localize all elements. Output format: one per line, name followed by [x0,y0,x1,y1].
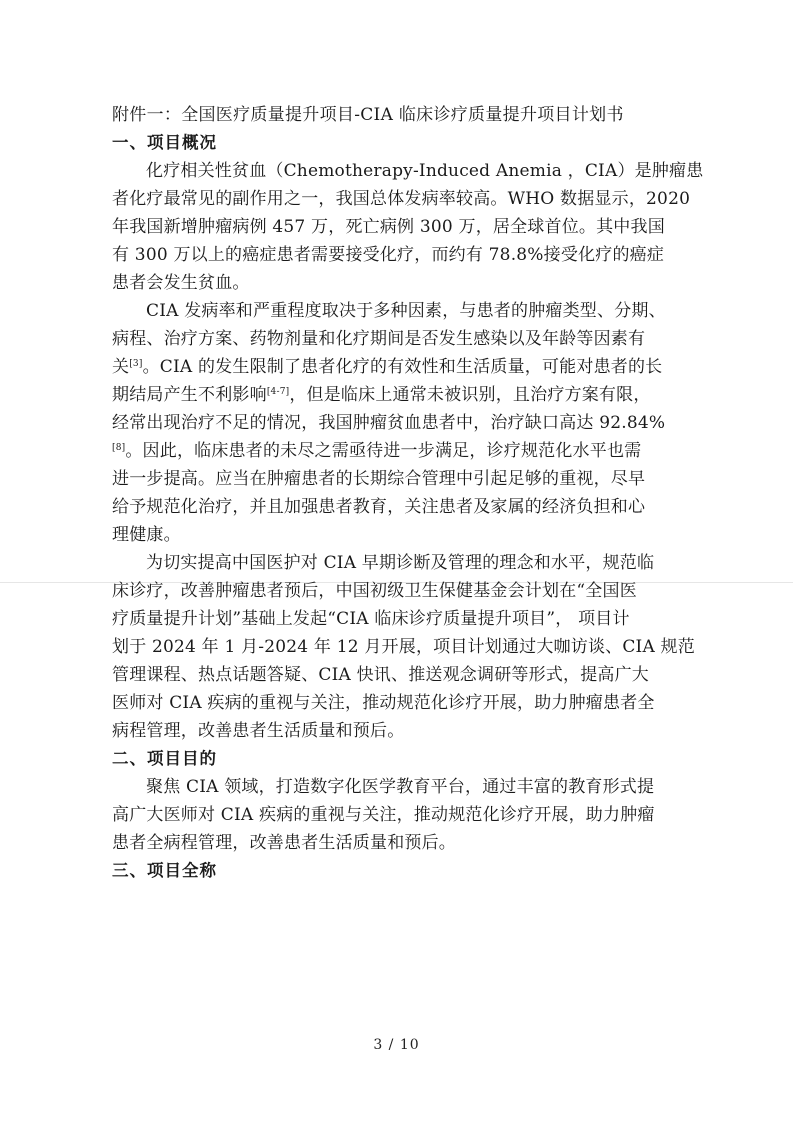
citation-ref: [8] [112,443,126,453]
text-line [112,381,692,409]
text-line: 床诊疗，改善肿瘤患者预后，中国初级卫生保健基金会计划在“全国医 [112,581,637,601]
section-heading-purpose: 二、项目目的 [112,749,217,768]
text-line: 患者会发生贫血。 [112,273,250,293]
text-fragment: ，但是临床上通常未被识别，且治疗方案有限， [289,385,651,405]
text-line: 聚焦 CIA 领域，打造数字化医学教育平台，通过丰富的教育形式提 [146,777,655,797]
text-fragment: 关 [112,357,130,377]
text-fragment: 。CIA 的发生限制了患者化疗的有效性和生活质量，可能对患者的长 [142,357,663,377]
text-line: 给予规范化治疗，并且加强患者教育，关注患者及家属的经济负担和心 [112,497,646,517]
text-line: 划于 2024 年 1 月-2024 年 12 月开展，项目计划通过大咖访谈、CIA 规范 [112,637,695,657]
text-fragment: 期结局产生不利影响 [112,385,267,405]
text-line: 疗质量提升计划”基础上发起“CIA 临床诊疗质量提升项目”， 项目计 [112,609,630,629]
document-body [112,101,704,885]
paragraph-overview-3 [112,549,695,745]
text-line: 为切实提高中国医护对 CIA 早期诊断及管理的理念和水平，规范临 [146,553,655,573]
section-heading-full-name: 三、项目全称 [112,861,217,880]
text-line: 高广大医师对 CIA 疾病的重视与关注，推动规范化诊疗开展，助力肿瘤 [112,805,655,825]
text-line: 化疗相关性贫血（Chemotherapy-Induced Anemia ，CIA）是肿瘤患 [146,161,704,181]
text-line: 理健康。 [112,525,181,545]
text-line: 有 300 万以上的癌症患者需要接受化疗，而约有 78.8%接受化疗的癌症 [112,245,665,265]
citation-ref: [3] [129,359,143,369]
citation-ref: [4-7] [266,387,290,397]
text-line: 病程、治疗方案、药物剂量和化疗期间是否发生感染以及年龄等因素有 [112,329,646,349]
document-title: 附件一：全国医疗质量提升项目-CIA 临床诊疗质量提升项目计划书 [112,105,624,125]
text-line: 医师对 CIA 疾病的重视与关注，推动规范化诊疗开展，助力肿瘤患者全 [112,693,655,713]
text-line: 进一步提高。应当在肿瘤患者的长期综合管理中引起足够的重视，尽早 [112,469,646,489]
text-line: 年我国新增肿瘤病例 457 万，死亡病例 300 万，居全球首位。其中我国 [112,217,665,237]
paragraph-overview-1 [112,157,704,297]
text-fragment: 。因此，临床患者的未尽之需亟待进一步满足，诊疗规范化水平也需 [125,441,642,461]
paragraph-overview-2 [112,297,692,549]
text-line: 管理课程、热点话题答疑、CIA 快讯、推送观念调研等形式，提高广大 [112,665,650,685]
page-number: 3 / 10 [373,1037,420,1053]
section-heading-overview: 一、项目概况 [112,133,217,152]
text-line: 者化疗最常见的副作用之一，我国总体发病率较高。WHO 数据显示，2020 [112,189,691,209]
text-line: 患者全病程管理，改善患者生活质量和预后。 [112,833,456,853]
text-line: 病程管理，改善患者生活质量和预后。 [112,721,405,741]
text-line: CIA 发病率和严重程度取决于多种因素，与患者的肿瘤类型、分期、 [146,301,666,321]
text-line [112,437,692,465]
text-line [112,353,692,381]
paragraph-purpose-1 [112,773,692,857]
text-line: 经常出现治疗不足的情况，我国肿瘤贫血患者中，治疗缺口高达 92.84% [112,413,666,433]
